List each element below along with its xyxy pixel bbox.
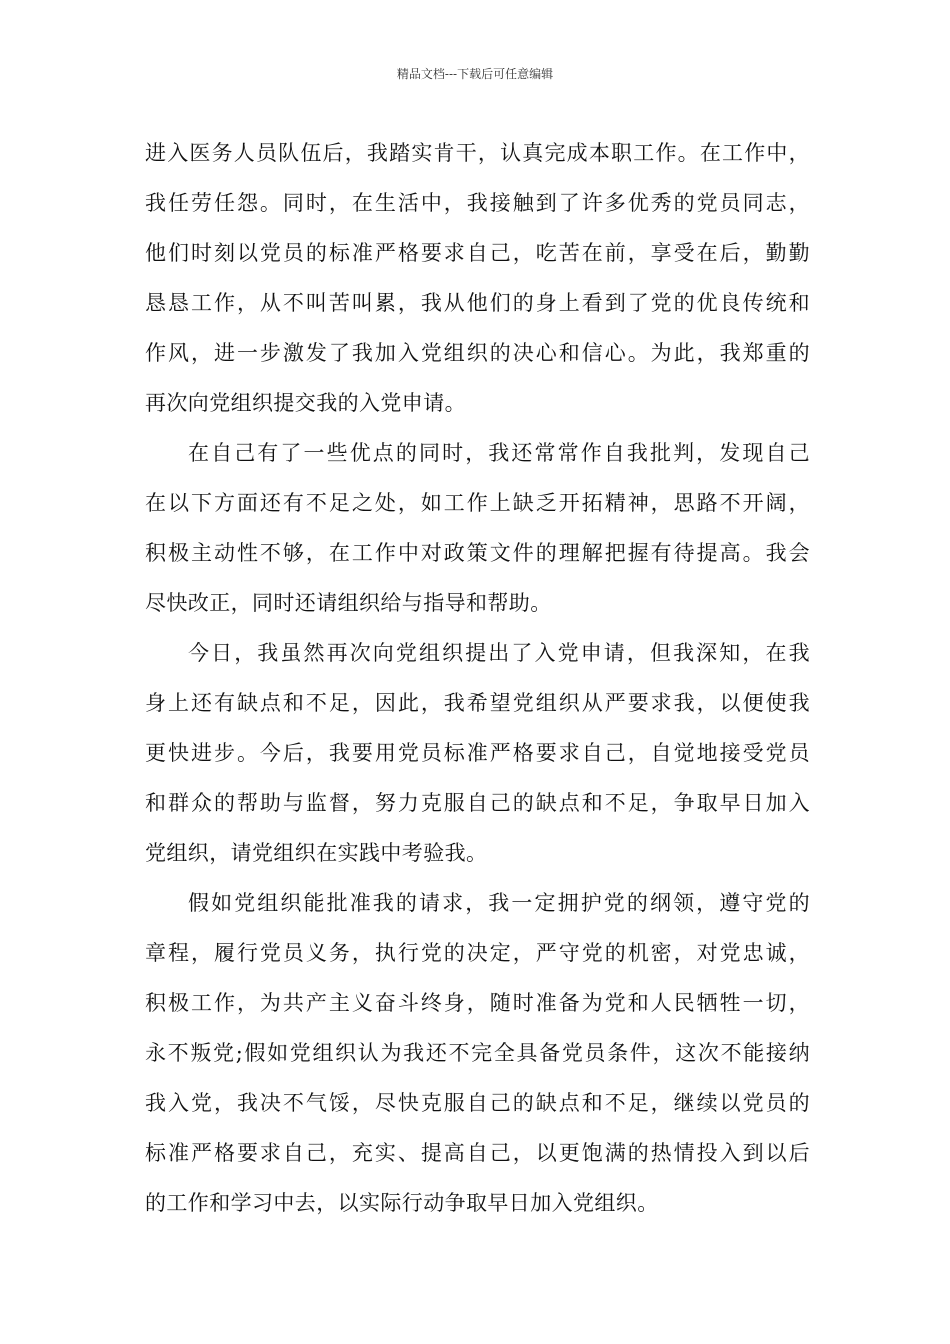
- text-line: 恳恳工作，从不叫苦叫累，我从他们的身上看到了党的优良传统和: [145, 291, 810, 315]
- text-line: 我入党，我决不气馁，尽快克服自己的缺点和不足，继续以党员的: [145, 1091, 810, 1115]
- text-line: 作风，进一步激发了我加入党组织的决心和信心。为此，我郑重的: [145, 341, 810, 365]
- paragraph-3: [145, 628, 810, 878]
- paragraph-4: [145, 878, 810, 1228]
- text-line: 我任劳任怨。同时，在生活中，我接触到了许多优秀的党员同志，: [145, 191, 810, 215]
- text-line: 进入医务人员队伍后，我踏实肯干，认真完成本职工作。在工作中，: [145, 141, 810, 165]
- text-line: 永不叛党;假如党组织认为我还不完全具备党员条件，这次不能接纳: [145, 1041, 810, 1065]
- paragraph-1: [145, 128, 810, 428]
- text-line: 身上还有缺点和不足，因此，我希望党组织从严要求我，以便使我: [145, 691, 810, 715]
- text-line: 再次向党组织提交我的入党申请。: [145, 391, 466, 415]
- text-line: 党组织，请党组织在实践中考验我。: [145, 841, 488, 865]
- text-line: 他们时刻以党员的标准严格要求自己，吃苦在前，享受在后，勤勤: [145, 241, 810, 265]
- text-line: 标准严格要求自己，充实、提高自己，以更饱满的热情投入到以后: [145, 1141, 810, 1165]
- text-line: 更快进步。今后，我要用党员标准严格要求自己，自觉地接受党员: [145, 741, 810, 765]
- text-line: 的工作和学习中去，以实际行动争取早日加入党组织。: [145, 1191, 659, 1215]
- document-header: 精品文档---下载后可任意编辑: [396, 67, 554, 81]
- text-line: 章程，履行党员义务，执行党的决定，严守党的机密，对党忠诚，: [145, 941, 810, 965]
- text-line: 积极主动性不够，在工作中对政策文件的理解把握有待提高。我会: [145, 541, 810, 565]
- text-line: 积极工作，为共产主义奋斗终身，随时准备为党和人民牺牲一切，: [145, 991, 810, 1015]
- text-line: 和群众的帮助与监督，努力克服自己的缺点和不足，争取早日加入: [145, 791, 810, 815]
- text-line: 在自己有了一些优点的同时，我还常常作自我批判，发现自己: [188, 441, 810, 465]
- text-line: 今日，我虽然再次向党组织提出了入党申请，但我深知，在我: [188, 641, 810, 665]
- text-line: 假如党组织能批准我的请求，我一定拥护党的纲领，遵守党的: [188, 891, 810, 915]
- text-line: 尽快改正，同时还请组织给与指导和帮助。: [145, 591, 552, 615]
- text-line: 在以下方面还有不足之处，如工作上缺乏开拓精神，思路不开阔，: [145, 491, 810, 515]
- document-body: [145, 128, 810, 1228]
- paragraph-2: [145, 428, 810, 628]
